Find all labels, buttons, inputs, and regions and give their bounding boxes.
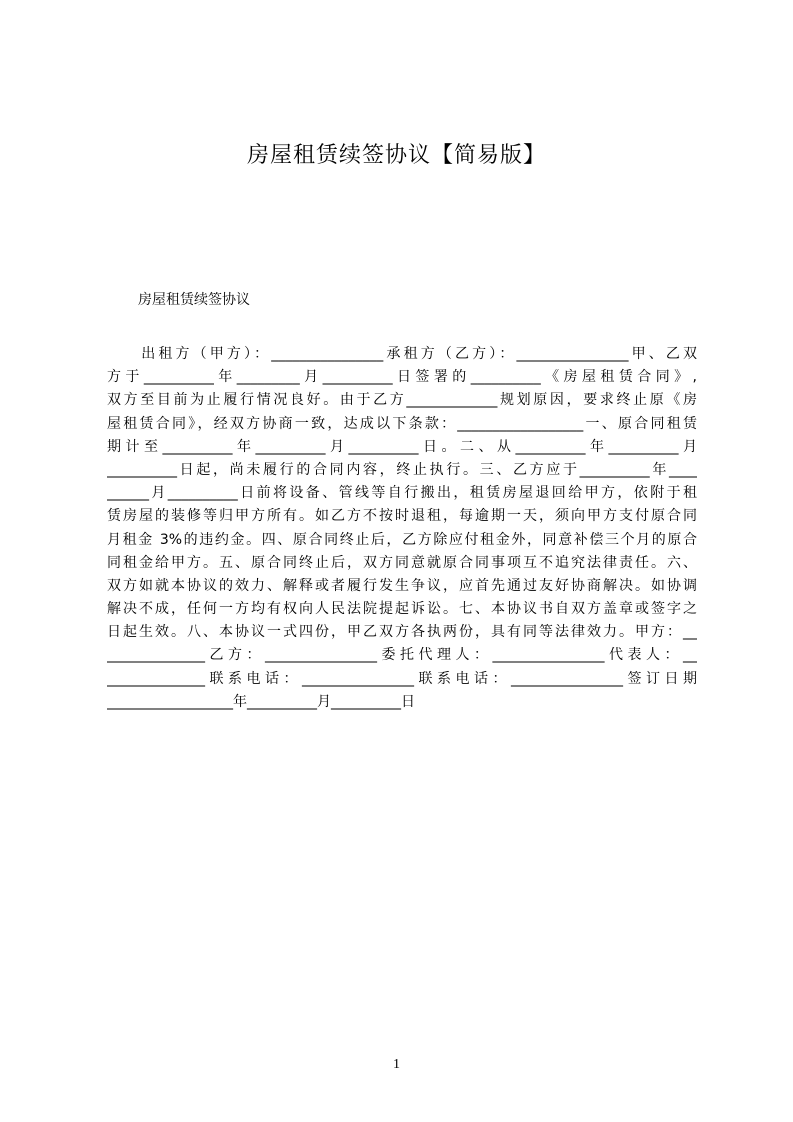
- body-line: __________日起，尚未履行的合同内容，终止执行。三、乙方应于__________年____: [107, 461, 697, 478]
- page-number: 1: [393, 1057, 400, 1072]
- document-title: 房屋租赁续签协议【简易版】: [246, 143, 546, 168]
- body-line: 月租金 3%的违约金。四、原合同终止后，乙方除应付租金外，同意补偿三个月的原合: [107, 531, 697, 548]
- body-line: __________________年__________月__________日: [107, 693, 415, 710]
- body-line: 出租方（甲方）：________________承租方（乙方）：________________甲、乙双: [107, 346, 697, 362]
- body-line: 双方如就本协议的效力、解释或者履行发生争议，应首先通过友好协商解决。如协调: [107, 577, 697, 594]
- agreement-body: [107, 343, 697, 714]
- body-line: ______________乙方：________________委托代理人：________________代表人：__: [107, 647, 697, 664]
- body-line: 解决不成，任何一方均有权向人民法院提起诉讼。七、本协议书自双方盖章或签字之: [107, 601, 697, 618]
- body-line: 赁房屋的装修等归甲方所有。如乙方不按时退租，每逾期一天，须向甲方支付原合同: [107, 508, 697, 525]
- body-line: 期计至__________年__________月__________日。二、从__________年__________月: [107, 438, 697, 455]
- body-line: ______________联系电话：________________联系电话：________________签订日期: [107, 670, 697, 687]
- body-line: 双方至目前为止履行情况良好。由于乙方_____________规划原因，要求终止原《房: [107, 392, 697, 409]
- body-line: 屋租赁合同》，经双方协商一致，达成以下条款：__________________一、原合同租赁: [107, 415, 697, 432]
- body-line: 方于__________年_________月__________日签署的__________《房屋租赁合同》,: [107, 369, 697, 386]
- body-line: ______月__________日前将设备、管线等自行搬出，租赁房屋退回给甲方，依附于租: [107, 485, 697, 502]
- agreement-subtitle: 房屋租赁续签协议: [138, 292, 250, 308]
- body-line: 同租金给甲方。五、原合同终止后，双方同意就原合同事项互不追究法律责任。六、: [107, 554, 697, 571]
- body-line: 日起生效。八、本协议一式四份，甲乙双方各执两份，具有同等法律效力。甲方：__: [107, 624, 697, 641]
